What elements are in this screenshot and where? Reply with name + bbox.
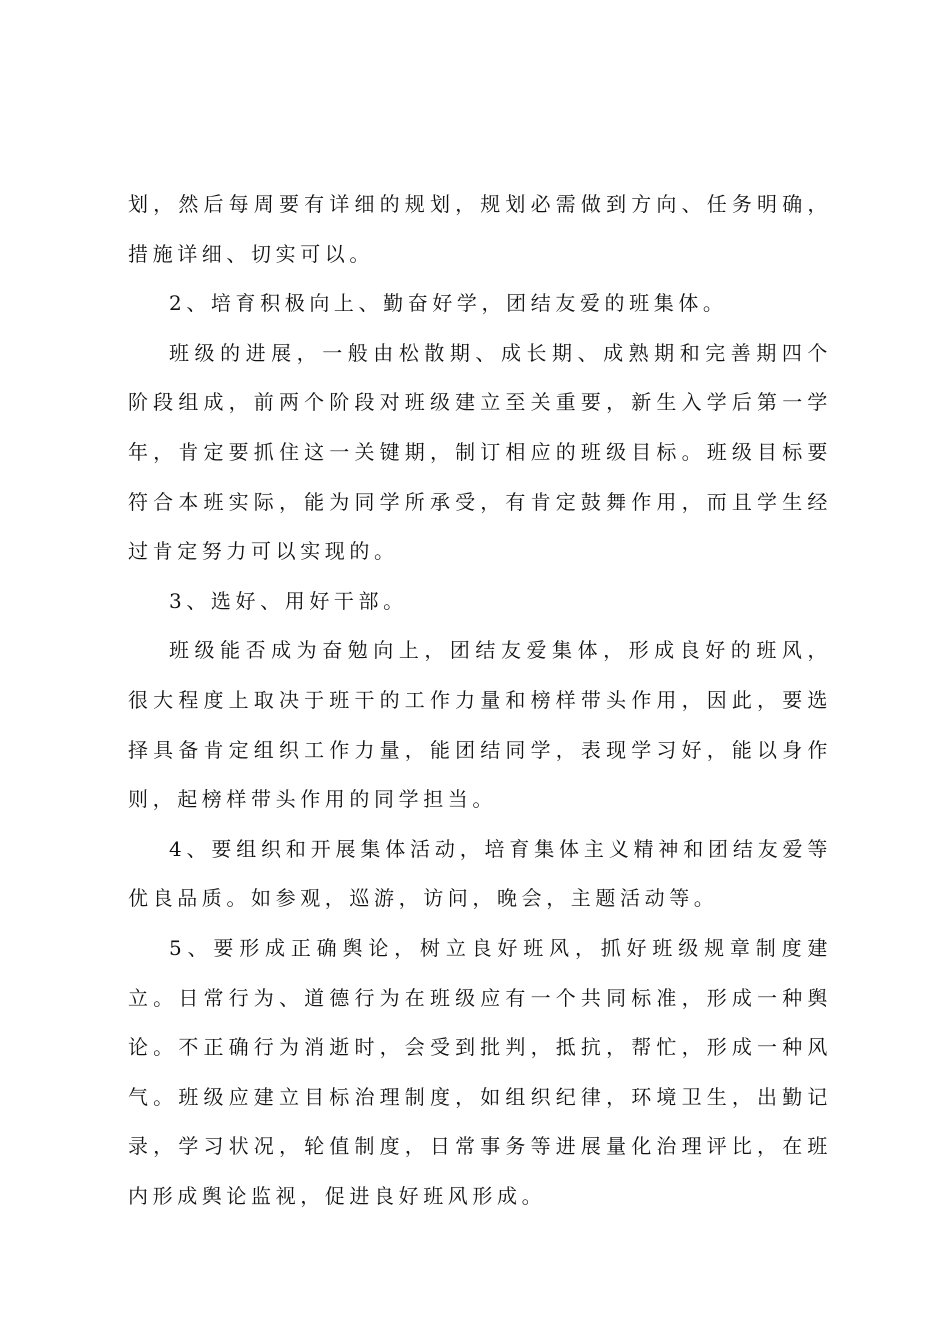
document-body: [128, 180, 832, 1221]
paragraph-item-4: 4、要组织和开展集体活动，培育集体主义精神和团结友爱等优良品质。如参观，巡游，访问，晚会，主题活动等。: [128, 836, 832, 911]
paragraph-class-development: 班级的进展，一般由松散期、成长期、成熟期和完善期四个阶段组成，前两个阶段对班级建立至关重要，新生入学后第一学年，肯定要抓住这一关键期，制订相应的班级目标。班级目标要符合本班实际，能为同学所承受，有肯定鼓舞作用，而且学生经过肯定努力可以实现的。: [128, 340, 832, 564]
paragraph-continuation: 划，然后每周要有详细的规划，规划必需做到方向、任务明确，措施详细、切实可以。: [128, 192, 832, 266]
paragraph-class-cadres: 班级能否成为奋勉向上，团结友爱集体，形成良好的班风，很大程度上取决于班干的工作力量和榜样带头作用，因此，要选择具备肯定组织工作力量，能团结同学，表现学习好，能以身作则，起榜样带头作用的同学担当。: [128, 638, 832, 812]
paragraph-item-2-heading: 2、培育积极向上、勤奋好学，团结友爱的班集体。: [169, 291, 728, 316]
paragraph-item-5: 5、要形成正确舆论，树立良好班风，抓好班级规章制度建立。日常行为、道德行为在班级应有一个共同标准，形成一种舆论。不正确行为消逝时，会受到批判，抵抗，帮忙，形成一种风气。班级应建立目标治理制度，如组织纪律，环境卫生，出勤记录，学习状况，轮值制度，日常事务等进展量化治理评比，在班内形成舆论监视，促进良好班风形成。: [128, 935, 832, 1208]
paragraph-item-3-heading: 3、选好、用好干部。: [169, 588, 408, 613]
